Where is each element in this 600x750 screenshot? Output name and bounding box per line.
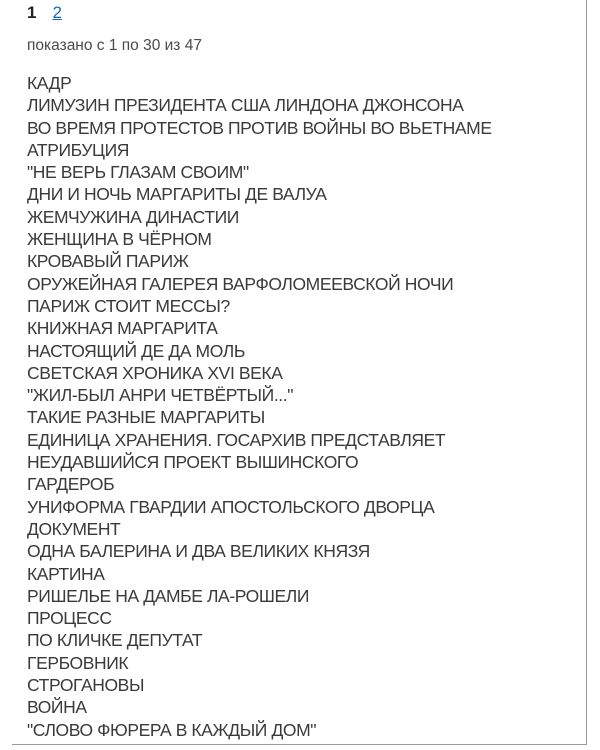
list-item: УНИФОРМА ГВАРДИИ АПОСТОЛЬСКОГО ДВОРЦА (27, 496, 435, 517)
list-item: НАСТОЯЩИЙ ДЕ ДА МОЛЬ (27, 340, 245, 361)
list-item: ЕДИНИЦА ХРАНЕНИЯ. ГОСАРХИВ ПРЕДСТАВЛЯЕТ (27, 429, 446, 450)
list-item: "СЛОВО ФЮРЕРА В КАЖДЫЙ ДОМ" (27, 719, 317, 740)
list-item: КАДР (27, 73, 72, 93)
list-item: КАРТИНА (27, 563, 105, 584)
list-item: ОРУЖЕЙНАЯ ГАЛЕРЕЯ ВАРФОЛОМЕЕВСКОЙ НОЧИ (27, 273, 454, 294)
list-item: ДНИ И НОЧЬ МАРГАРИТЫ ДЕ ВАЛУА (27, 184, 327, 205)
list-item: ПРОЦЕСС (27, 608, 112, 629)
list-item: ТАКИЕ РАЗНЫЕ МАРГАРИТЫ (27, 407, 265, 428)
list-item: СВЕТСКАЯ ХРОНИКА XVI ВЕКА (27, 362, 283, 383)
list-item: КРОВАВЫЙ ПАРИЖ (27, 251, 189, 272)
list-item: НЕУДАВШИЙСЯ ПРОЕКТ ВЫШИНСКОГО (27, 452, 359, 473)
list-item: "ЖИЛ-БЫЛ АНРИ ЧЕТВЁРТЫЙ..." (27, 385, 294, 406)
list-item: СТРОГАНОВЫ (27, 675, 145, 696)
list-item: ГЕРБОВНИК (27, 652, 129, 673)
list-item: ВОЙНА (27, 697, 87, 718)
list-item: ЖЕНЩИНА В ЧЁРНОМ (27, 229, 212, 250)
pagination (27, 3, 62, 23)
list-item: ПО КЛИЧКЕ ДЕПУТАТ (27, 630, 203, 651)
list-item: ЖЕМЧУЖИНА ДИНАСТИИ (27, 206, 239, 227)
list-item: АТРИБУЦИЯ (27, 139, 130, 160)
list-item: ГАРДЕРОБ (27, 474, 115, 495)
article-list (27, 72, 492, 741)
list-item: ЛИМУЗИН ПРЕЗИДЕНТА США ЛИНДОНА ДЖОНСОНА (27, 95, 464, 116)
list-item: ВО ВРЕМЯ ПРОТЕСТОВ ПРОТИВ ВОЙНЫ ВО ВЬЕТНАМЕ (27, 117, 492, 138)
list-item: ОДНА БАЛЕРИНА И ДВА ВЕЛИКИХ КНЯЗЯ (27, 541, 370, 562)
list-item: ПАРИЖ СТОИТ МЕССЫ? (27, 295, 230, 316)
list-item: КНИЖНАЯ МАРГАРИТА (27, 318, 218, 339)
list-item: РИШЕЛЬЕ НА ДАМБЕ ЛА-РОШЕЛИ (27, 585, 310, 606)
list-item: "НЕ ВЕРЬ ГЛАЗАМ СВОИМ" (27, 162, 249, 183)
list-item: ДОКУМЕНТ (27, 518, 121, 539)
page-link-2[interactable]: 2 (52, 3, 62, 22)
page-current: 1 (27, 3, 37, 22)
results-summary: показано с 1 по 30 из 47 (27, 37, 202, 54)
